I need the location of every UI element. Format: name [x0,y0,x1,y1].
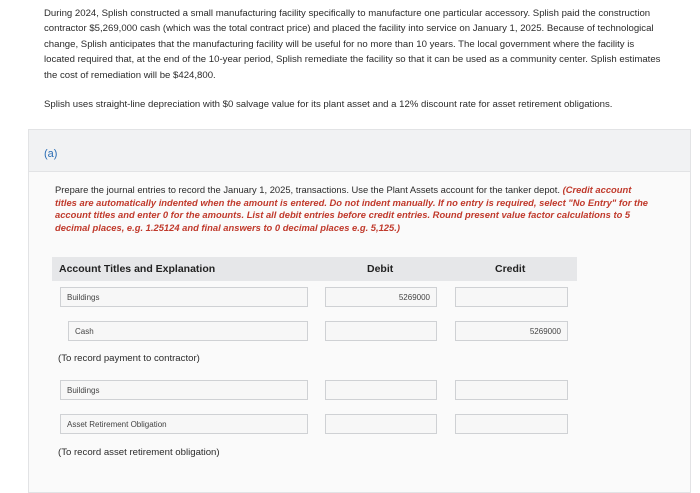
problem-statement [44,6,664,112]
account-title-select-4[interactable] [60,414,308,434]
entry-explanation-2: (To record asset retirement obligation) [58,447,220,458]
credit-input-1[interactable] [455,287,568,307]
debit-input-1[interactable] [325,287,437,307]
credit-input-4[interactable] [455,414,568,434]
part-a-header [28,129,691,172]
problem-paragraph-1: During 2024, Splish constructed a small manufacturing facility specifically to manufacture one particular accessory. Splish paid the construction contractor $5,269,000 cash (which was the total contract price) and placed the facility into service on January 1, 2025. Because of technological change, Splish anticipates that the manufacturing facility will be useful for no more than 10 years. The local government where the facility is located required that, at the end of the 10-year period, Splish remediate the facility so that it can be used as a community center. Splish estimates the cost of remediation will be $424,800. [44,8,661,81]
debit-input-3[interactable] [325,380,437,400]
account-title-select-2[interactable] [68,321,308,341]
entry-explanation-1: (To record payment to contractor) [58,353,200,364]
instructions-text: Prepare the journal entries to record the January 1, 2025, transactions. Use the Plant Assets account for the tanker depot. [55,184,560,195]
part-a-label: (a) [44,148,58,160]
journal-table-header [52,257,577,281]
account-title-select-3[interactable] [60,380,308,400]
credit-input-3[interactable] [455,380,568,400]
instructions-note: (Credit account titles are automatically indented when the amount is entered. Do not indent manually. If no entry is required, select "No Entry" for the account titles and enter 0 for the amounts. List all debit entries before credit entries. Round present value factor calculations to 5 decimal places, e.g. 1.25124 and final answers to 0 decimal places e.g. 5,125.) [55,184,649,233]
debit-input-4[interactable] [325,414,437,434]
account-column-header: Account Titles and Explanation [59,263,216,275]
instructions [55,184,655,234]
debit-column-header: Debit [367,263,394,275]
credit-input-2[interactable] [455,321,568,341]
debit-input-2[interactable] [325,321,437,341]
credit-column-header: Credit [495,263,526,275]
account-title-select-1[interactable] [60,287,308,307]
problem-paragraph-2: Splish uses straight-line depreciation with $0 salvage value for its plant asset and a 12% discount rate for asset retirement obligations. [44,99,613,111]
